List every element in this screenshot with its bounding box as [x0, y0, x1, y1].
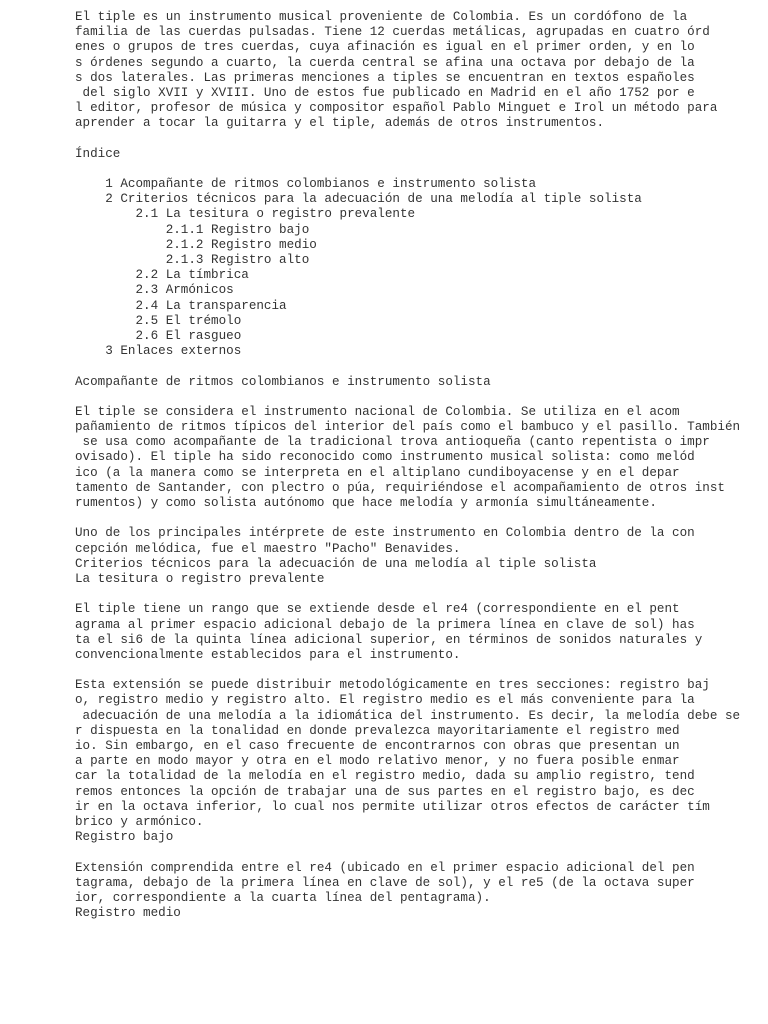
index-title: Índice [75, 146, 121, 161]
table-of-contents [75, 177, 765, 359]
text-line: brico y armónico. [75, 814, 204, 829]
section-heading: Criterios técnicos para la adecuación de una melodía al tiple solista [75, 556, 597, 571]
toc-item[interactable]: 2.6 El rasgueo [75, 328, 242, 343]
text-line: ovisado). El tiple ha sido reconocido como instrumento musical solista: como melód [75, 450, 695, 465]
subsubsection-heading: Registro medio [75, 906, 181, 921]
text-line: cepción melódica, fue el maestro "Pacho" Benavides. [75, 541, 461, 556]
text-line: aprender a tocar la guitarra y el tiple, además de otros instrumentos. [75, 116, 605, 131]
text-line: se usa como acompañante de la tradicional trova antioqueña (canto repentista o impr [75, 435, 710, 450]
text-line: io. Sin embargo, en el caso frecuente de encontrarnos con obras que presentan un [75, 739, 680, 753]
toc-item[interactable]: 3 Enlaces externos [75, 344, 242, 359]
toc-item[interactable]: 2.2 La tímbrica [75, 268, 249, 283]
text-line: pañamiento de ritmos típicos del interior del país como el bambuco y el pasillo. También [75, 420, 741, 435]
text-line: remos entonces la opción de trabajar una de sus partes en el registro bajo, es dec [75, 784, 695, 799]
text-line: car la totalidad de la melodía en el registro medio, dada su amplio registro, tend [75, 769, 695, 784]
toc-item[interactable]: 2 Criterios técnicos para la adecuación de una melodía al tiple solista [75, 192, 642, 207]
subsubsection-heading: Registro bajo [75, 830, 174, 845]
paragraph [75, 602, 765, 663]
text-line: El tiple tiene un rango que se extiende desde el re4 (correspondiente en el pent [75, 602, 680, 617]
section-heading: Acompañante de ritmos colombianos e instrumento solista [75, 374, 491, 389]
toc-item[interactable]: 2.1.2 Registro medio [75, 237, 317, 252]
toc-item[interactable]: 2.4 La transparencia [75, 298, 287, 313]
intro-paragraph [75, 10, 765, 132]
text-line: a parte en modo mayor y otra en el modo relativo menor, y no fuera posible enmar [75, 754, 680, 769]
paragraph [75, 861, 765, 907]
text-line: El tiple es un instrumento musical proveniente de Colombia. Es un cordófono de la [75, 10, 688, 24]
text-line: l editor, profesor de música y compositor español Pablo Minguet e Irol un método para [75, 101, 718, 116]
text-line: tamento de Santander, con plectro o púa, requiriéndose el acompañamiento de otros inst [75, 480, 725, 495]
text-line: r dispuesta en la tonalidad en donde prevalezca mayoritariamente el registro med [75, 723, 680, 738]
text-line: familia de las cuerdas pulsadas. Tiene 12 cuerdas metálicas, agrupadas en cuatro órd [75, 25, 710, 40]
text-line: ico (a la manera como se interpreta en el altiplano cundiboyacense y en el depar [75, 465, 680, 480]
toc-item[interactable]: 2.5 El trémolo [75, 313, 242, 328]
document-body [75, 10, 765, 921]
subsection-heading: La tesitura o registro prevalente [75, 571, 325, 586]
toc-item[interactable]: 2.1.1 Registro bajo [75, 222, 310, 237]
text-line: del siglo XVII y XVIII. Uno de estos fue publicado en Madrid en el año 1752 por e [75, 85, 695, 100]
toc-item[interactable]: 1 Acompañante de ritmos colombianos e instrumento solista [75, 177, 537, 192]
text-line: agrama al primer espacio adicional debajo de la primera línea en clave de sol) has [75, 617, 695, 632]
toc-item[interactable]: 2.3 Armónicos [75, 283, 234, 298]
paragraph [75, 405, 765, 511]
text-line: El tiple se considera el instrumento nacional de Colombia. Se utiliza en el acom [75, 404, 680, 419]
text-line: convencionalmente establecidos para el instrumento. [75, 647, 461, 662]
text-line: ir en la octava inferior, lo cual nos permite utilizar otros efectos de carácter tím [75, 799, 710, 814]
paragraph [75, 526, 765, 556]
text-line: s órdenes segundo a cuarto, la cuerda central se afina una octava por debajo de la [75, 55, 695, 70]
text-line: ta el si6 de la quinta línea adicional superior, en términos de sonidos naturales y [75, 632, 703, 647]
text-line: Uno de los principales intérprete de este instrumento en Colombia dentro de la con [75, 526, 695, 541]
text-line: o, registro medio y registro alto. El registro medio es el más conveniente para la [75, 693, 695, 708]
text-line: adecuación de una melodía a la idiomática del instrumento. Es decir, la melodía debe se [75, 708, 741, 723]
text-line: Extensión comprendida entre el re4 (ubicado en el primer espacio adicional del pen [75, 860, 695, 875]
text-line: s dos laterales. Las primeras menciones a tiples se encuentran en textos españoles [75, 70, 695, 85]
text-line: ior, correspondiente a la cuarta línea del pentagrama). [75, 890, 491, 905]
text-line: Esta extensión se puede distribuir metodológicamente en tres secciones: registro baj [75, 678, 710, 693]
text-line: rumentos) y como solista autónomo que hace melodía y armonía simultáneamente. [75, 496, 657, 510]
toc-item[interactable]: 2.1.3 Registro alto [75, 253, 310, 267]
text-line: tagrama, debajo de la primera línea en clave de sol), y el re5 (de la octava super [75, 875, 695, 890]
paragraph [75, 678, 765, 830]
toc-item[interactable]: 2.1 La tesitura o registro prevalente [75, 207, 416, 222]
text-line: enes o grupos de tres cuerdas, cuya afinación es igual en el primer orden, y en lo [75, 40, 695, 55]
